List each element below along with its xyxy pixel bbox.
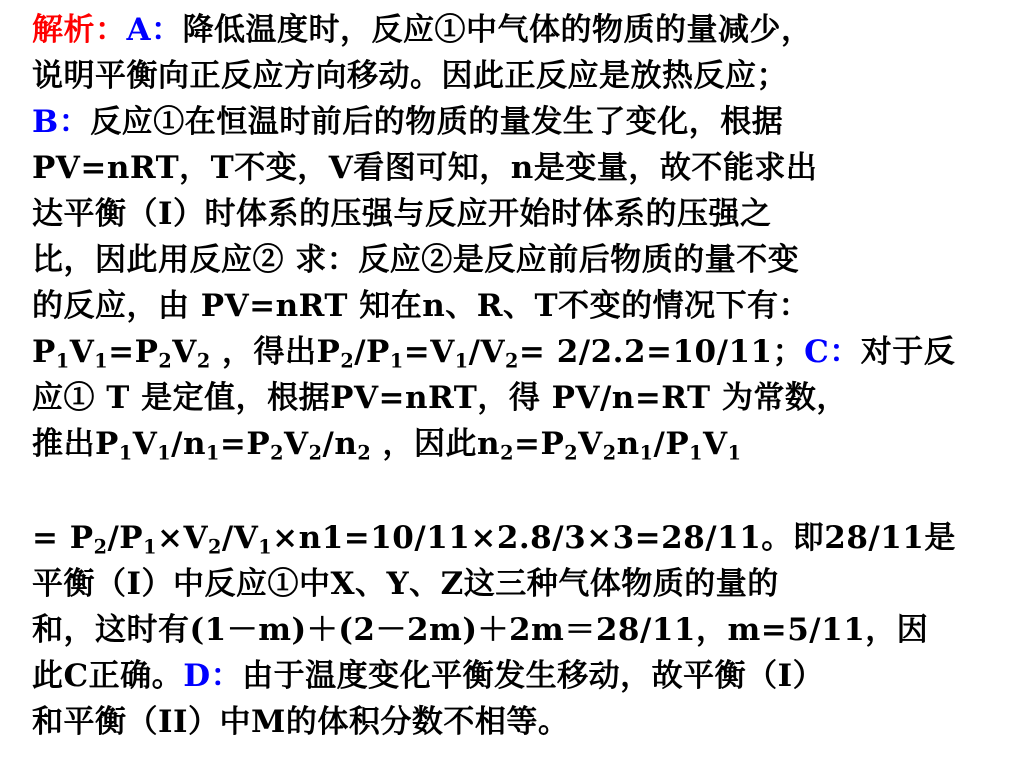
text-line-7: [32, 286, 1012, 330]
equation-2: $P_2/P_1=V_1/V_2= 2/2.2=10/11$；: [316, 334, 805, 373]
text-line-3: [32, 102, 1012, 146]
line-2-text: 说明平衡向正反应方向移动。因此正反应是放热反应；: [32, 58, 788, 94]
line-12-text: 平衡（I）中反应①中X、Y、Z这三种气体物质的量的: [32, 566, 779, 602]
line-4-text: PV=nRT，T不变，V看图可知，n是变量，故不能求出: [32, 150, 818, 186]
equation-4: $n_2=P_2V_2n_1/P_1V_1$: [477, 426, 742, 465]
label-d: D：: [183, 658, 243, 694]
text-line-10: 推出$P_1V_1/n_1=P_2V_2/n_2$ ，因此$n_2=P_2V_2n_1/P_1V_1$: [32, 426, 742, 465]
line-13-text: 和，这时有(1－m)＋(2－2m)＋2m＝28/11，m=5/11，因: [32, 612, 929, 648]
text-line-12: [32, 564, 1012, 608]
text-line-11: [32, 518, 1012, 562]
text-line-8: $P_1V_1=P_2V_2$ ，得出$P_2/P_1=V_1/V_2= 2/2.2=10/11$；C：对于反: [32, 334, 956, 373]
line-8-text: 对于反: [860, 334, 956, 370]
equation-3: $P_1V_1/n_1=P_2V_2/n_2$: [95, 426, 372, 465]
text-line-6: [32, 240, 1012, 284]
equation-5: = $P_2/P_1\times V_2/V_1\times n1=10/11\times 2.8/3\times 3=28/11$。即28/11是: [32, 520, 956, 559]
text-line-14: [32, 656, 1012, 700]
line-14-text-b: 由于温度变化平衡发生移动，故平衡（I）: [242, 658, 825, 694]
text-line-5: [32, 194, 1012, 238]
label-c: C：: [804, 334, 861, 370]
line-3-text: 反应①在恒温时前后的物质的量发生了变化，根据: [90, 104, 784, 140]
equation-1: $P_1V_1=P_2V_2$: [32, 334, 211, 373]
text-line-9: [32, 378, 1012, 422]
line-5-text: 达平衡（I）时体系的压强与反应开始时体系的压强之: [32, 196, 772, 232]
line-14-text-a: 此C正确。: [32, 658, 184, 694]
label-b: B：: [32, 104, 91, 140]
text-line-2: [32, 56, 1012, 100]
line-6-text: 比，因此用反应② 求：反应②是反应前后物质的量不变: [32, 242, 800, 278]
line-7-text: 的反应，由 PV=nRT 知在n、R、T不变的情况下有：: [32, 288, 811, 324]
label-jiexi: 解析：: [32, 12, 127, 48]
line-9-text: 应① T 是定值，根据PV=nRT，得 PV/n=RT 为常数，: [32, 380, 848, 416]
label-a: A：: [126, 12, 183, 48]
text-line-15: [32, 702, 1012, 746]
text-line-1: [32, 10, 1012, 54]
line-15-text: 和平衡（II）中M的体积分数不相等。: [32, 704, 570, 740]
line-1-text: 降低温度时，反应①中气体的物质的量减少，: [182, 12, 813, 48]
text-line-4: [32, 148, 1012, 192]
text-line-13: [32, 610, 1012, 654]
